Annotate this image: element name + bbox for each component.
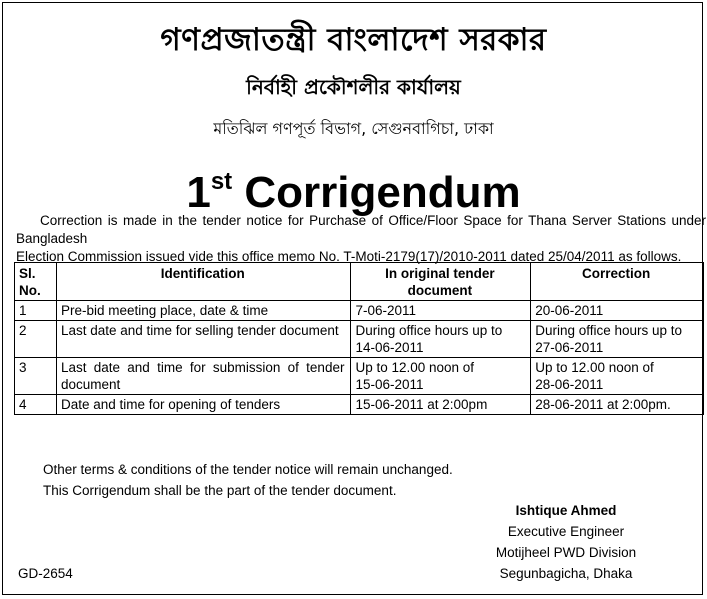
cell-original: 15-06-2011 at 2:00pm bbox=[351, 395, 531, 415]
table-header-row bbox=[15, 263, 704, 301]
note-line: This Corrigendum shall be the part of the tender document. bbox=[43, 483, 397, 498]
cell-sl: 3 bbox=[15, 358, 57, 395]
corrigendum-title bbox=[0, 154, 707, 221]
signatory-division: Motijheel PWD Division bbox=[495, 545, 637, 560]
col-header-identification: Identification bbox=[56, 263, 351, 301]
col-header-original: In original tender document bbox=[351, 263, 531, 301]
govt-header: গণপ্রজাতন্ত্রী বাংলাদেশ সরকার bbox=[160, 22, 547, 58]
cell-sl: 1 bbox=[15, 301, 57, 321]
signatory-name: Ishtique Ahmed bbox=[515, 503, 617, 518]
col-header-sl: Sl. No. bbox=[15, 263, 57, 301]
table-row bbox=[15, 301, 704, 321]
title-suffix: st bbox=[210, 168, 233, 195]
title-number: 1 bbox=[186, 168, 211, 217]
intro-line: Election Commission issued vide this office memo No. T-Moti-2179(17)/2010-2011 dated 25/04/2011 as follows. bbox=[16, 249, 682, 264]
cell-sl: 4 bbox=[15, 395, 57, 415]
notes bbox=[43, 459, 453, 501]
cell-identification: Pre-bid meeting place, date & time bbox=[56, 301, 351, 321]
signatory-location: Segunbagicha, Dhaka bbox=[499, 566, 633, 581]
signatory-designation: Executive Engineer bbox=[507, 524, 625, 539]
signature-block bbox=[466, 500, 666, 584]
cell-correction: During office hours up to 27-06-2011 bbox=[531, 321, 704, 358]
cell-identification: Last date and time for submission of tender document bbox=[56, 358, 351, 395]
cell-original: Up to 12.00 noon of 15-06-2011 bbox=[351, 358, 531, 395]
table-row bbox=[15, 395, 704, 415]
cell-correction: Up to 12.00 noon of 28-06-2011 bbox=[531, 358, 704, 395]
intro-paragraph bbox=[16, 212, 706, 266]
cell-sl: 2 bbox=[15, 321, 57, 358]
title-word: Corrigendum bbox=[244, 168, 521, 217]
cell-original: 7-06-2011 bbox=[351, 301, 531, 321]
division-address: মতিঝিল গণপূর্ত বিভাগ, সেগুনবাগিচা, ঢাকা bbox=[213, 119, 494, 138]
correction-table bbox=[14, 262, 704, 415]
cell-original: During office hours up to 14-06-2011 bbox=[351, 321, 531, 358]
office-header: নির্বাহী প্রকৌশলীর কার্যালয় bbox=[246, 75, 461, 99]
cell-correction: 28-06-2011 at 2:00pm. bbox=[531, 395, 704, 415]
intro-line: Correction is made in the tender notice for Purchase of Office/Floor Space for Thana Server Stations under Bangladesh bbox=[16, 213, 706, 246]
note-line: Other terms & conditions of the tender notice will remain unchanged. bbox=[43, 462, 453, 477]
cell-correction: 20-06-2011 bbox=[531, 301, 704, 321]
cell-identification: Date and time for opening of tenders bbox=[56, 395, 351, 415]
reference-code: GD-2654 bbox=[18, 566, 73, 581]
table-row bbox=[15, 321, 704, 358]
table-row bbox=[15, 358, 704, 395]
cell-identification: Last date and time for selling tender document bbox=[56, 321, 351, 358]
col-header-correction: Correction bbox=[531, 263, 704, 301]
